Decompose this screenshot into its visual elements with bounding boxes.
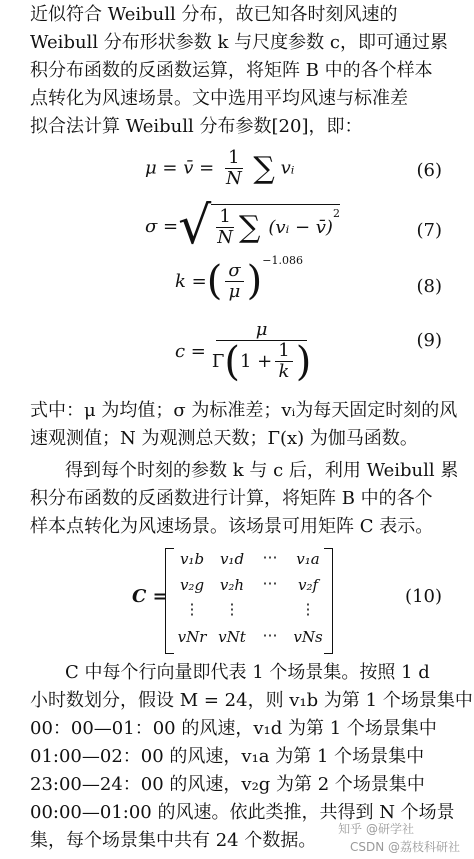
eq8-fraction bbox=[225, 261, 243, 302]
eq6-term: vᵢ bbox=[280, 157, 295, 179]
eq7-term: (vᵢ − v̄) bbox=[268, 217, 333, 238]
matrix-cell: vNr bbox=[177, 628, 207, 646]
equation-7-number: (7) bbox=[416, 220, 442, 241]
matrix-cell: ⋮ bbox=[184, 600, 200, 618]
eq6-frac-den: N bbox=[225, 168, 242, 189]
matrix-cell: vNs bbox=[293, 628, 323, 646]
matrix-cell: v₂f bbox=[297, 576, 319, 594]
para4-line-6: 00:00—01:00 的风速。依此类推，共得到 N 个场景 bbox=[30, 802, 455, 823]
eq7-frac-den: N bbox=[217, 227, 233, 248]
para3-line-3: 样本点转化为风速场景。该场景可用矩阵 C 表示。 bbox=[30, 516, 434, 537]
eq7-power: 2 bbox=[332, 207, 340, 220]
para4-line-5: 23:00—24：00 的风速，v₂g 为第 2 个场景集中 bbox=[30, 774, 425, 795]
eq8-frac-den: μ bbox=[228, 280, 241, 302]
eq7-fraction bbox=[214, 207, 236, 248]
para4-line-3: 00：00—01：00 的风速，v₁d 为第 1 个场景集中 bbox=[30, 718, 437, 739]
para1-line-3: 积分布函数的反函数运算，将矩阵 B 中的各个样本 bbox=[30, 60, 433, 81]
para2-line-1: 式中：μ 为均值；σ 为标准差；vᵢ为每天固定时刻的风 bbox=[30, 400, 458, 421]
eq9-inner-fraction bbox=[275, 341, 292, 382]
eq6-sum: ∑ bbox=[253, 151, 275, 186]
para4-line-1: C 中每个行向量即代表 1 个场景集。按照 1 d bbox=[65, 662, 430, 683]
matrix-cell: ⋮ bbox=[300, 600, 316, 618]
para3-line-2: 积分布函数的反函数进行计算，将矩阵 B 中的各个 bbox=[30, 488, 433, 509]
equation-7 bbox=[145, 196, 340, 256]
matrix-c bbox=[165, 548, 333, 652]
eq9-fraction bbox=[209, 319, 314, 385]
matrix-cell: v₁a bbox=[296, 550, 320, 568]
matrix-cell: v₂h bbox=[219, 576, 245, 594]
watermark-zhihu: 知乎 @研学社 bbox=[338, 822, 414, 836]
matrix-cell: ⋯ bbox=[262, 626, 278, 644]
matrix-cell: v₂g bbox=[179, 576, 205, 594]
eq8-lhs: k = bbox=[175, 270, 207, 292]
para2-line-2: 速观测值；N 为观测总天数；Γ(x) 为伽马函数。 bbox=[30, 428, 418, 449]
eq9-inner-num: 1 bbox=[275, 341, 292, 362]
equation-9 bbox=[175, 319, 317, 385]
eq9-lhs: c = bbox=[175, 340, 206, 362]
equation-8-number: (8) bbox=[416, 276, 442, 297]
eq9-frac-den: Γ ( 1 + $\frac{1}{k}$ ) bbox=[211, 338, 312, 385]
equation-9-number: (9) bbox=[416, 330, 442, 351]
para4-line-4: 01:00—02：00 的风速，v₁a 为第 1 个场景集中 bbox=[30, 746, 425, 767]
matrix-cell: ⋯ bbox=[262, 574, 278, 592]
equation-10-number: (10) bbox=[405, 586, 442, 607]
eq7-sum: ∑ bbox=[238, 210, 261, 245]
matrix-lhs: C = bbox=[132, 586, 168, 607]
eq9-frac-num: μ bbox=[216, 320, 308, 341]
eq9-one-plus: 1 + bbox=[240, 350, 273, 372]
equation-6-number: (6) bbox=[416, 160, 442, 181]
eq8-frac-num: σ bbox=[225, 261, 243, 282]
eq7-sqrt: √ $\frac{1}{N}$ ∑ (vᵢ − v̄) $^2$ bbox=[178, 196, 340, 256]
matrix-cell: ⋯ bbox=[262, 548, 278, 566]
matrix-cell: v₁b bbox=[179, 550, 205, 568]
para1-line-2: Weibull 分布形状参数 k 与尺度参数 c，即可通过累 bbox=[30, 32, 448, 53]
matrix-cell: ⋮ bbox=[224, 600, 240, 618]
eq7-lhs: σ = bbox=[145, 215, 179, 237]
matrix-cell: v₁d bbox=[219, 550, 245, 568]
eq6-fraction bbox=[223, 148, 245, 189]
para1-line-5: 拟合法计算 Weibull 分布参数[20]，即： bbox=[30, 116, 363, 137]
eq9-gamma: Γ bbox=[211, 350, 225, 372]
equation-6 bbox=[145, 148, 294, 189]
watermark-csdn: CSDN @荔枝科研社 bbox=[349, 840, 460, 854]
eq9-inner-den: k bbox=[278, 361, 290, 382]
para4-line-2: 小时数划分，假设 M = 24，则 v₁b 为第 1 个场景集中 bbox=[30, 690, 473, 711]
eq8-power: −1.086 bbox=[262, 254, 303, 267]
matrix-cell: vNt bbox=[218, 628, 246, 646]
eq6-lhs: μ = v̄ = bbox=[145, 157, 215, 179]
para1-line-1: 近似符合 Weibull 分布，故已知各时刻风速的 bbox=[30, 4, 398, 25]
para4-line-7: 集，每个场景集中共有 24 个数据。 bbox=[30, 830, 317, 851]
eq7-frac-num: 1 bbox=[216, 207, 233, 228]
eq6-frac-num: 1 bbox=[225, 148, 242, 169]
para3-line-1: 得到每个时刻的参数 k 与 c 后，利用 Weibull 累 bbox=[65, 460, 459, 481]
equation-8: k = ( $\frac{\sigma}{\mu}$ ) $^{-1.086}$ bbox=[175, 254, 303, 304]
para1-line-4: 点转化为风速场景。文中选用平均风速与标准差 bbox=[30, 88, 408, 109]
